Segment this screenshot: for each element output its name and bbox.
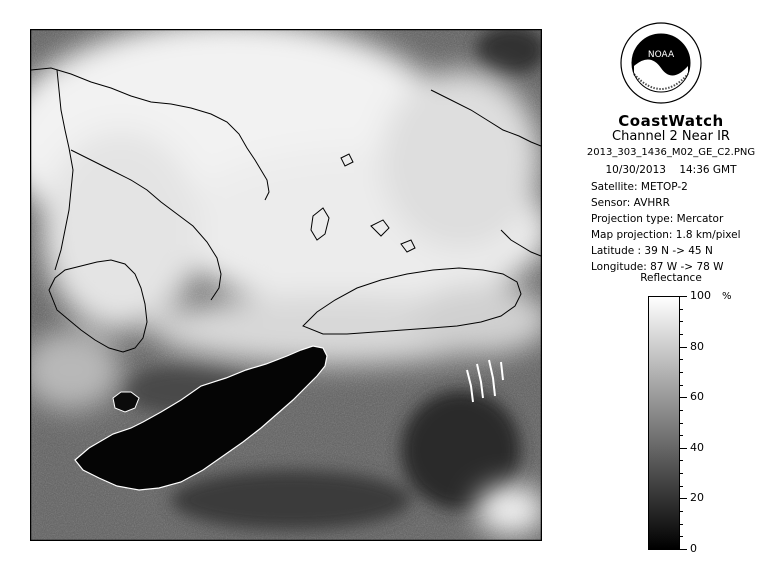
colorbar-minor-tick: [680, 486, 683, 487]
datetime-label: 10/30/2013 14:36 GMT: [605, 164, 737, 176]
colorbar-minor-tick: [680, 524, 683, 525]
colorbar-minor-tick: [680, 296, 687, 297]
colorbar-minor-tick: [680, 347, 687, 348]
satellite-image: [30, 29, 542, 541]
noaa-logo: [620, 22, 702, 104]
latitude-label: Latitude : 39 N -> 45 N: [591, 245, 713, 257]
legend-title: Reflectance: [640, 272, 702, 284]
colorbar-minor-tick: [680, 334, 683, 335]
map-svg: [31, 30, 541, 540]
colorbar-tick-label: 0: [690, 542, 697, 555]
sensor-label: Sensor: AVHRR: [591, 197, 670, 209]
colorbar-minor-tick: [680, 372, 683, 373]
colorbar-tick-label: 80: [690, 339, 704, 353]
colorbar-tick-label: 60: [690, 390, 704, 404]
colorbar-minor-tick: [680, 397, 687, 398]
reflectance-colorbar: [648, 296, 680, 550]
colorbar-tick-label: 40: [690, 440, 704, 454]
legend-unit: %: [722, 291, 732, 302]
colorbar-minor-tick: [680, 423, 683, 424]
product-title: CoastWatch: [618, 112, 724, 130]
colorbar-minor-tick: [680, 498, 687, 499]
colorbar-minor-tick: [680, 549, 687, 550]
colorbar-tick-label: 100: [690, 289, 711, 302]
colorbar-minor-tick: [680, 511, 683, 512]
colorbar-tick-label: 20: [690, 491, 704, 505]
projection-type-label: Projection type: Mercator: [591, 213, 724, 225]
colorbar-minor-tick: [680, 460, 683, 461]
logo-wordmark: NOAA: [647, 50, 675, 60]
channel-label: Channel 2 Near IR: [612, 129, 730, 144]
colorbar-minor-tick: [680, 385, 683, 386]
map-projection-label: Map projection: 1.8 km/pixel: [591, 229, 741, 241]
filename-label: 2013_303_1436_M02_GE_C2.PNG: [586, 147, 756, 158]
colorbar-minor-tick: [680, 536, 683, 537]
colorbar-minor-tick: [680, 473, 683, 474]
colorbar-minor-tick: [680, 448, 687, 449]
longitude-label: Longitude: 87 W -> 78 W: [591, 261, 724, 273]
colorbar-minor-tick: [680, 410, 683, 411]
colorbar-minor-tick: [680, 435, 683, 436]
colorbar-minor-tick: [680, 309, 683, 310]
colorbar-minor-tick: [680, 359, 683, 360]
colorbar-minor-tick: [680, 321, 683, 322]
satellite-label: Satellite: METOP-2: [591, 181, 688, 193]
